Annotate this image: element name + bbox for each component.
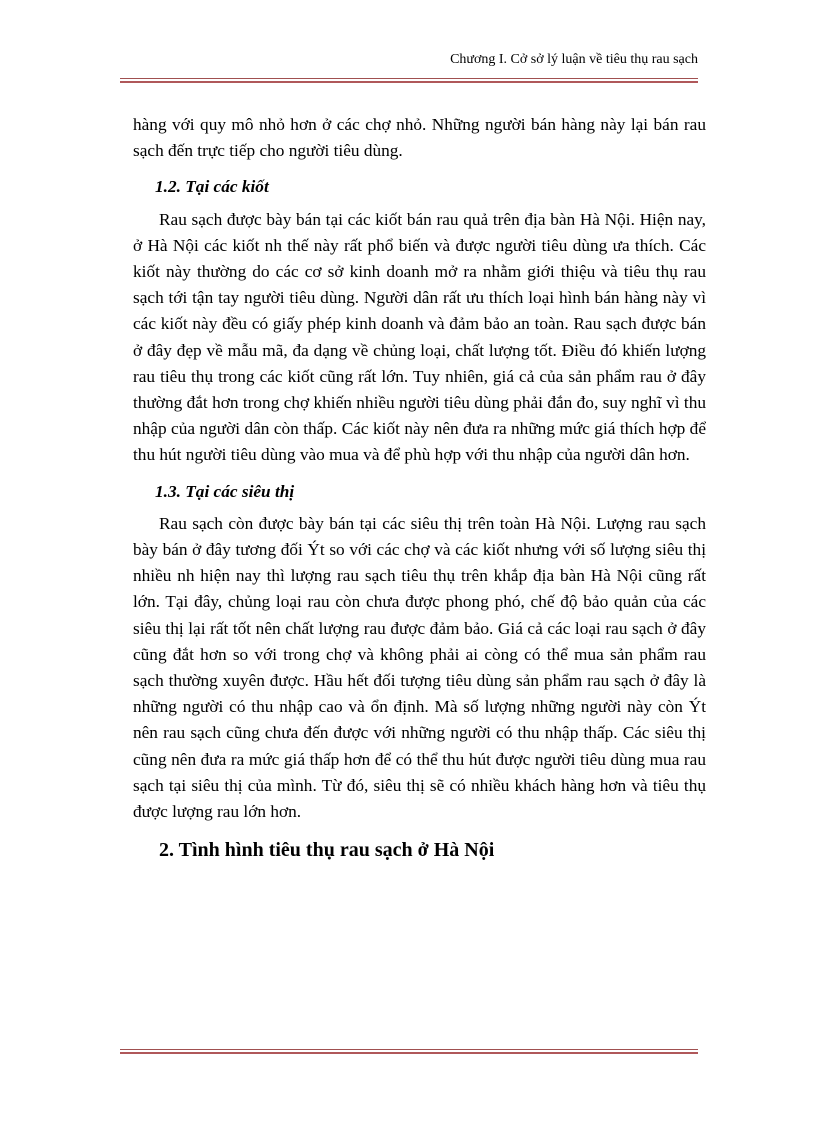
paragraph-intro: hàng với quy mô nhỏ hơn ở các chợ nhỏ. Những người bán hàng này lại bán rau sạch đến trực tiếp cho người tiêu dùng. <box>133 115 706 161</box>
footer-rule-thick <box>120 1052 698 1054</box>
paragraph-kiot: Rau sạch được bày bán tại các kiốt bán rau quả trên địa bàn Hà Nội. Hiện nay, ở Hà Nội các kiốt nh thế này rất phổ biến và được người tiêu dùng ưa thích. Các kiốt này thường do các cơ sở kinh doanh mở ra nhằm giới thiệu và tiêu thụ rau sạch tới tận tay người tiêu dùng. Người dân rất ưu thích loại hình bán hàng này vì các kiốt này đều có giấy phép kinh doanh và đảm bảo an toàn. Rau sạch được bán ở đây đẹp về mẫu mã, đa dạng về chủng loại, chất lượng tốt. Điều đó khiến lượng rau tiêu thụ trong các kiốt cũng rất lớn. Tuy nhiên, giá cả của sản phẩm rau ở đây thường đắt hơn trong chợ khiến nhiều người tiêu dùng phải đắn đo, suy nghĩ vì thu nhập của người dân còn thấp. Các kiốt này nên đưa ra những mức giá thích hợp để thu hút người tiêu dùng vào mua và để phù hợp với thu nhập của người dân hơn. <box>133 209 706 465</box>
heading-section-1-3: 1.3. Tại các siêu thị <box>155 481 295 501</box>
running-header-title: Chương I. Cở sở lý luận về tiêu thụ rau sạch <box>450 52 698 67</box>
heading-section-1-2: 1.2. Tại các kiốt <box>155 177 269 197</box>
header-rule-thick <box>120 81 698 83</box>
heading-section-2: 2. Tình hình tiêu thụ rau sạch ở Hà Nội <box>159 839 495 862</box>
page-body <box>133 112 706 863</box>
header-rule-thin <box>120 78 698 79</box>
paragraph-sieuthi: Rau sạch còn được bày bán tại các siêu thị trên toàn Hà Nội. Lượng rau sạch bày bán ở đây tương đối Ýt so với các chợ và các kiốt nhưng với số lượng siêu thị nhiều nh hiện nay thì lượng rau sạch tiêu thụ trên khắp địa bàn Hà Nội cũng rất lớn. Tại đây, chủng loại rau còn chưa được phong phó, chế độ bảo quản của các siêu thị lại rất tốt nên chất lượng rau được đảm bảo. Giá cả các loại rau sạch ở đây cũng đắt hơn so với trong chợ và không phải ai còng có thể mua sản phẩm rau sạch thường xuyên được. Hầu hết đối tượng tiêu dùng sản phẩm rau sạch ở đây là những người có thu nhập cao và ổn định. Mà số lượng những người này còn Ýt nên rau sạch cũng chưa đến được với những người có thu nhập thấp. Các siêu thị cũng nên đưa ra mức giá thấp hơn để có thể thu hút được người tiêu dùng mua rau sạch tại siêu thị của mình. Từ đó, siêu thị sẽ có nhiều khách hàng hơn và tiêu thụ được lượng rau lớn hơn. <box>133 513 706 822</box>
footer-rule-thin <box>120 1049 698 1050</box>
